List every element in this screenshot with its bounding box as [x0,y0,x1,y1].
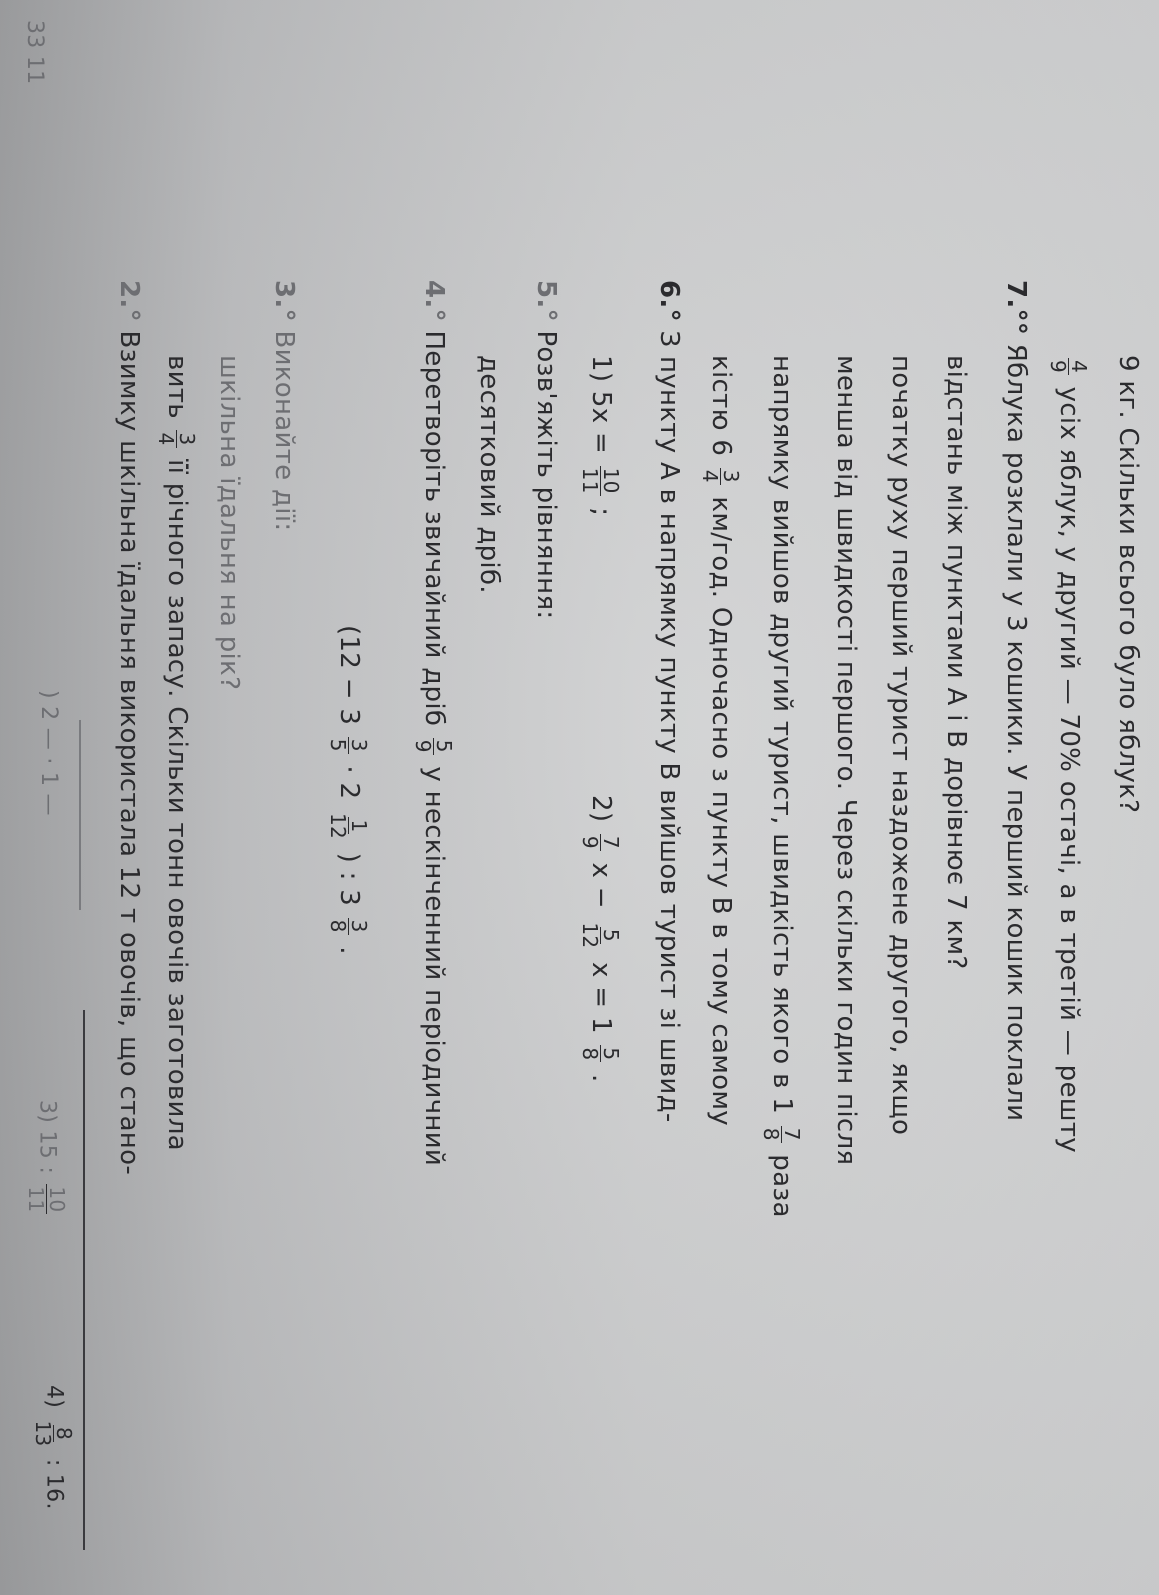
task-2-line-2: вить 3 4 її річного запасу. Скільки тонн овочів заготовила [154,355,199,1151]
task-6-line-4: менша від швидкості першого. Через скільки годин після [831,355,861,1166]
task-4-line-2: десятковий дріб. [474,355,504,594]
fragment-b: ) 2 — · 1 — [36,690,61,816]
task-6-line-5: початку руху перший турист наздожене другого, якщо [886,355,916,1136]
divider-rule [79,720,81,910]
task-7-line-1: 7.°° Яблука розклали у 3 кошики. У перший кошик поклали [1001,280,1031,1122]
task-7-line-2: 4 9 усіх яблук, у другий — 70% остачі, а в третій — решту [1046,360,1091,1153]
fragment-c: 3) 15 : 10 11 [24,1100,69,1213]
task-7-line-3: 9 кг. Скільки всього було яблук? [1113,355,1143,814]
task-4-line-1: 4.° Перетворіть звичайний дріб 5 9 у нескінченний періодичний [411,280,456,1167]
task-6-line-3: напрямку вийшов другий турист, швидкість якого в 1 7 8 раза [759,355,804,1218]
task-5-equation-1: 1) 5x = 10 11 ; [578,355,623,517]
task-2-line-1: 2.° Взимку шкільна їдальня використала 12 т овочів, що стано- [114,280,144,1175]
task-5-line-1: 5.° Розв'яжіть рівняння: [531,280,561,620]
divider-rule [83,1010,85,1550]
task-6-line-6: відстань між пунктами A і B дорівнює 7 км? [941,355,971,970]
task-2-line-3: шкільна їдальня на рік? [214,355,244,691]
task-3-line-1: 3.° Виконайте дії: [269,280,299,532]
fragment-d: 4) 8 13 : 16. [31,1385,76,1510]
task-3-expression: (12 − 3 3 5 · 2 1 12 ) : 3 3 8 . [326,625,371,955]
task-6-line-1: 6.° З пункту A в напрямку пункту B вийшов турист зі швид- [654,280,684,1123]
fragment-a: 33 11 [22,20,47,85]
task-5-equation-2: 2) 7 9 x − 5 12 x = 1 5 8 . [578,795,623,1083]
task-6-line-2: кістю 6 3 4 км/год. Одночасно з пункту B в тому самому [698,355,743,1126]
